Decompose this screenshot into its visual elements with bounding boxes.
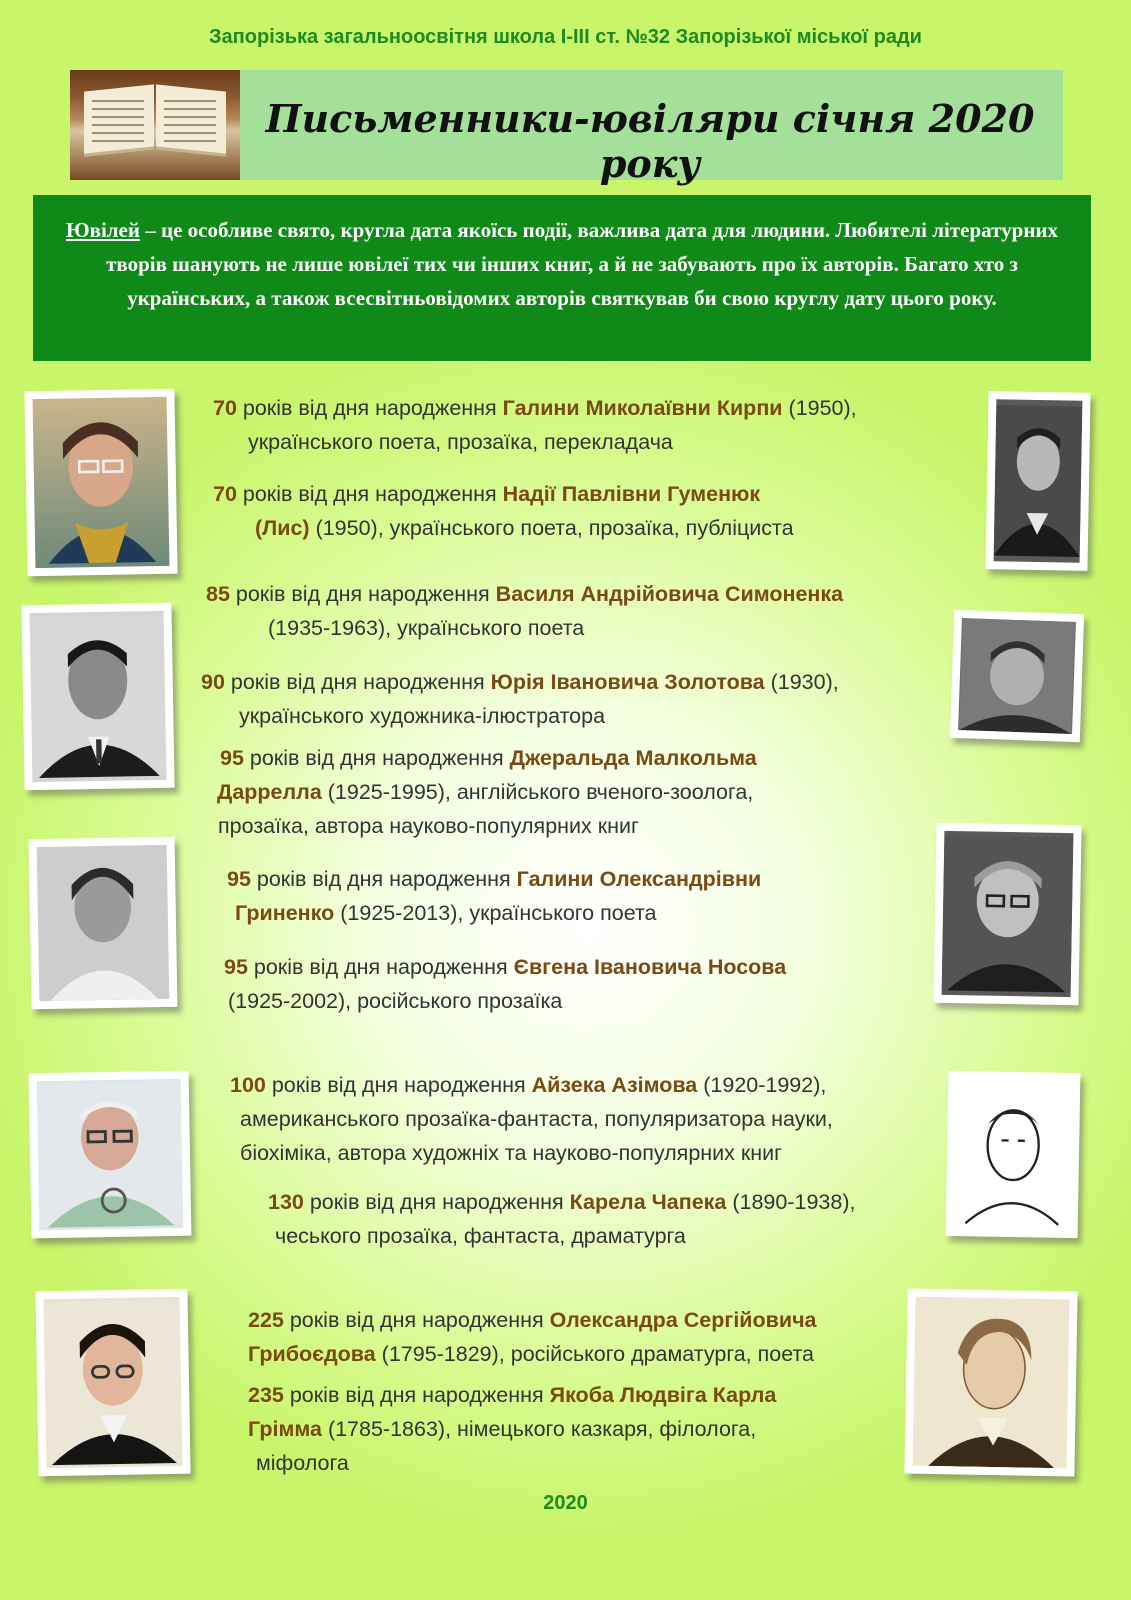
anniversary-entry: 95 років від дня народження Євгена Івановича Носова (1925-2002), російського прозаїка bbox=[224, 955, 787, 1013]
anniversary-entry: 95 років від дня народження Джеральда Малкольма Даррелла (1925-1995), англійського вченого-зоолога, прозаїка, автора науково-популярних книг bbox=[217, 746, 757, 838]
portrait-photo bbox=[933, 823, 1081, 1006]
book-text-line bbox=[92, 100, 144, 102]
intro-term: Ювілей bbox=[65, 218, 140, 242]
anniversary-entry: 225 років від дня народження Олександра Сергійовича Грибоєдова (1795-1829), російського драматурга, поета bbox=[248, 1308, 817, 1366]
anniversary-entry: 100 років від дня народження Айзека Азімова (1920-1992), американського прозаїка-фантаста, популяризатора науки, біохіміка, автора художніх та науково-популярних книг bbox=[230, 1073, 833, 1165]
book-page-left bbox=[84, 84, 154, 156]
anniversary-entry: 95 років від дня народження Галини Олександрівни Гриненко (1925-2013), українського поета bbox=[227, 867, 762, 925]
portrait-drawing bbox=[946, 1071, 1081, 1238]
portrait-engraving bbox=[904, 1289, 1077, 1477]
portrait-painting bbox=[35, 1289, 190, 1477]
book-text-line bbox=[92, 132, 144, 134]
open-book-image bbox=[70, 70, 240, 180]
book-text-line bbox=[164, 108, 216, 110]
book-text-line bbox=[164, 124, 216, 126]
portrait-photo bbox=[950, 610, 1084, 742]
intro-box bbox=[33, 195, 1091, 361]
anniversary-entry: 70 років від дня народження Галини Миколаївни Кирпи (1950), українського поета, прозаїка, перекладача bbox=[213, 396, 857, 454]
portrait-photo bbox=[29, 837, 178, 1010]
book-text-line bbox=[92, 116, 144, 118]
anniversary-entry: 90 років від дня народження Юрія Івановича Золотова (1930), українського художника-ілюстратора bbox=[201, 670, 839, 728]
book-text-line bbox=[164, 132, 216, 134]
portrait-photo bbox=[24, 389, 177, 577]
portrait-photo bbox=[21, 603, 174, 791]
book-text-line bbox=[92, 124, 144, 126]
book-text-line bbox=[164, 100, 216, 102]
page-title: Письменники-ювіляри січня 2020 року bbox=[265, 96, 1035, 186]
footer-year: 2020 bbox=[543, 1492, 588, 1514]
school-name: Запорізька загальноосвітня школа І-ІІІ ст. №32 Запорізької міської ради bbox=[209, 26, 922, 48]
anniversary-entry: 85 років від дня народження Василя Андрійовича Симоненка (1935-1963), українського поета bbox=[206, 582, 844, 640]
book-text-line bbox=[164, 140, 216, 142]
portrait-photo bbox=[29, 1071, 192, 1239]
anniversary-entry: 235 років від дня народження Якоба Людвіга Карла Грімма (1785-1863), німецького казкаря, філолога, міфолога bbox=[248, 1383, 777, 1475]
anniversary-entry: 130 років від дня народження Карела Чапека (1890-1938), чеського прозаїка, фантаста, драматурга bbox=[268, 1190, 856, 1248]
book-page-right bbox=[156, 84, 226, 156]
anniversary-entry: 70 років від дня народження Надії Павлівни Гуменюк (Лис) (1950), українського поета, прозаїка, публіциста bbox=[213, 482, 794, 540]
book-text-line bbox=[92, 140, 144, 142]
intro-text: – це особливе свято, кругла дата якоїсь події, важлива дата для людини. Любителі літературних творів шанують не лише ювілеї тих чи інших книг, а й не забувають про їх авторів. Багато хто з українських, а також всесвітньовідомих авторів святкував би свою круглу дату цього року. bbox=[106, 218, 1059, 310]
book-text-line bbox=[164, 116, 216, 118]
book-text-line bbox=[92, 108, 144, 110]
portrait-photo bbox=[985, 391, 1090, 571]
